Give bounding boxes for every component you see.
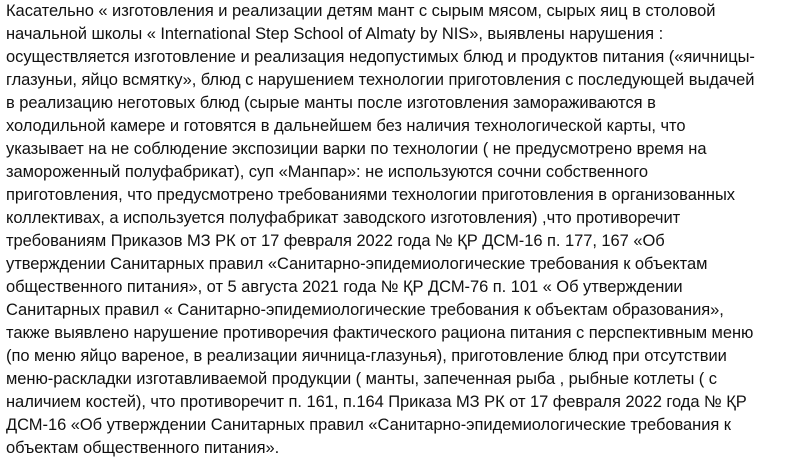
text-line: коллективах, а используется полуфабрикат заводского изготовления) ,что противоречит	[6, 209, 681, 227]
text-line: ДСМ-16 «Об утверждении Санитарных правил «Санитарно-эпидемиологические требования к	[6, 416, 731, 434]
text-line: общественного питания», от 5 августа 2021 года № ҚР ДСМ-76 п. 101 « Об утверждении	[6, 278, 683, 296]
text-line: (по меню яйцо вареное, в реализации яичница-глазунья), приготовление блюд при отсутствии	[6, 347, 727, 365]
text-line: объектам общественного питания».	[6, 439, 280, 457]
text-line: в реализацию неготовых блюд (сырые манты после изготовления замораживаются в	[6, 94, 656, 112]
text-line: утверждении Санитарных правил «Санитарно-эпидемиологические требования к объектам	[6, 255, 708, 273]
text-line: осуществляется изготовление и реализация недопустимых блюд и продуктов питания («яичницы-	[6, 48, 755, 66]
text-line: Санитарных правил « Санитарно-эпидемиологические требования к объектам образования»,	[6, 301, 724, 319]
text-line: холодильной камере и готовятся в дальнейшем без наличия технологической карты, что	[6, 117, 686, 135]
text-line: требованиям Приказов МЗ РК от 17 февраля 2022 года № ҚР ДСМ-16 п. 177, 167 «Об	[6, 232, 665, 250]
text-line: замороженный полуфабрикат), суп «Манпар»: не используются сочни собственного	[6, 163, 648, 181]
text-line: начальной школы « International Step School of Almaty by NIS», выявлены нарушения :	[6, 25, 664, 43]
text-line: указывает на не соблюдение экспозиции варки по технологии ( не предусмотрено время на	[6, 140, 707, 158]
text-line: также выявлено нарушение противоречия фактического рациона питания с перспективным меню	[6, 324, 754, 342]
text-line: меню-раскладки изготавливаемой продукции ( манты, запеченная рыба , рыбные котлеты ( с	[6, 370, 717, 388]
document-text	[6, 0, 806, 460]
text-line: глазуньи, яйцо всмятку», блюд с нарушением технологии приготовления с последующей выдачей	[6, 71, 755, 89]
text-line: Касательно « изготовления и реализации детям мант с сырым мясом, сырых яиц в столовой	[6, 2, 716, 20]
text-line: приготовления, что предусмотрено требованиями технологии приготовления в организованных	[6, 186, 735, 204]
text-line: наличием костей), что противоречит п. 161, п.164 Приказа МЗ РК от 17 февраля 2022 года № ҚР	[6, 393, 747, 411]
